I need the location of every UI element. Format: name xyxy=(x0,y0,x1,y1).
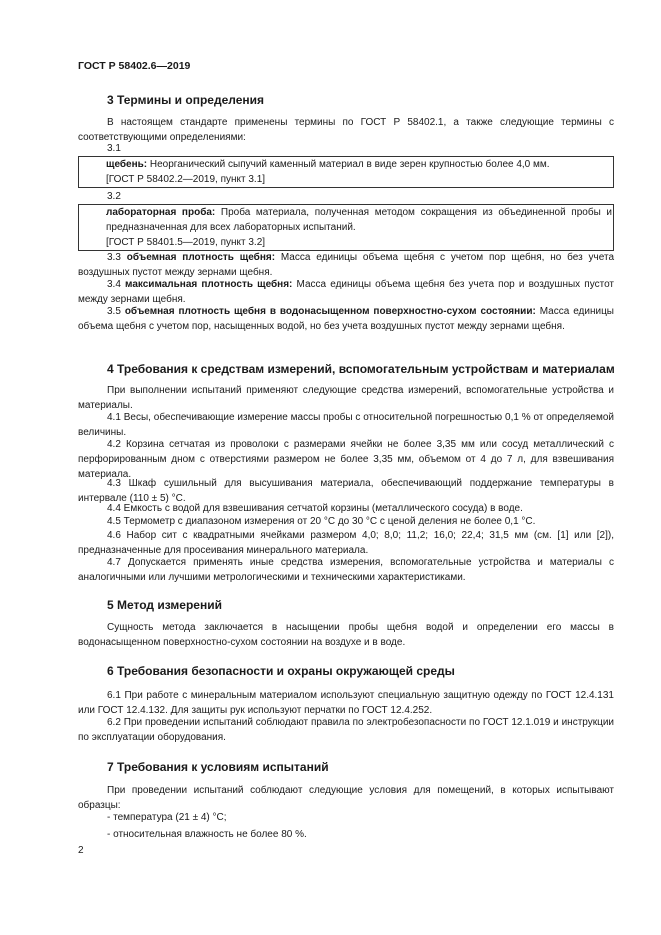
section-4-intro: При выполнении испытаний применяют следующие средства измерений, вспомогательные устройства и материалы. xyxy=(78,385,614,411)
paragraph-4-7: 4.7 Допускается применять иные средства измерения, вспомогательные устройства и материалы с аналогичными или лучшими метрологическими и техническими характеристиками. xyxy=(78,557,614,583)
term-3-5-definition: Масса единицы объема щебня с учетом пор, насыщенных водой, но без учета воздушных пустот между зернами щебня. xyxy=(78,306,614,332)
section-6-title: 6 Требования безопасности и охраны окружающей среды xyxy=(107,664,455,678)
term-3-1-reference: [ГОСТ Р 58402.2—2019, пункт 3.1] xyxy=(106,174,266,185)
list-item: - относительная влажность не более 80 %. xyxy=(107,829,307,840)
term-3-3-definition: Масса единицы объема щебня с учетом пор щебня, но без учета воздушных пустот между зернами щебня. xyxy=(78,252,615,278)
term-3-2-number: 3.2 xyxy=(107,191,121,202)
term-3-3-term: объемная плотность щебня: xyxy=(126,252,276,263)
term-3-2-definition: Проба материала, полученная методом сокращения из объединенной пробы и предназначенная для всех лабораторных испытаний. xyxy=(106,207,612,233)
term-3-4-number: 3.4 xyxy=(107,279,126,290)
box-right-border xyxy=(613,205,614,250)
section-4-title: 4 Требования к средствам измерений, вспомогательным устройствам и материалам xyxy=(107,362,615,376)
box-right-border xyxy=(613,157,614,187)
section-3-title: 3 Термины и определения xyxy=(107,93,265,107)
term-3-1-number: 3.1 xyxy=(107,143,121,154)
term-3-4-term: максимальная плотность щебня: xyxy=(125,279,293,290)
term-3-4-definition: Масса единицы объема щебня без учета пор и воздушных пустот между зернами щебня. xyxy=(78,279,614,305)
term-3-4 xyxy=(78,277,614,307)
term-3-2-reference: [ГОСТ Р 58401.5—2019, пункт 3.2] xyxy=(106,237,266,248)
term-3-5-number: 3.5 xyxy=(107,306,125,317)
paragraph-4-1: 4.1 Весы, обеспечивающие измерение массы пробы с относительной погрешностью 0,1 % от определяемой величины. xyxy=(78,412,614,438)
term-3-5 xyxy=(78,304,614,334)
section-3-intro: В настоящем стандарте применены термины по ГОСТ Р 58402.1, а также следующие термины с соответствующими определениями: xyxy=(78,117,614,143)
box-left-border xyxy=(78,157,79,187)
paragraph-4-4: 4.4 Емкость с водой для взвешивания сетчатой корзины (металлического сосуда) в воде. xyxy=(107,503,523,514)
term-3-2-term: лабораторная проба: xyxy=(106,207,216,218)
term-3-1-box xyxy=(78,156,614,188)
term-3-2-box xyxy=(78,204,614,251)
term-3-5-term: объемная плотность щебня в водонасыщенном поверхностно-сухом состоянии: xyxy=(124,306,536,317)
term-3-3 xyxy=(78,250,614,280)
paragraph-4-6: 4.6 Набор сит с квадратными ячейками размером 4,0; 8,0; 11,2; 16,0; 22,4; 31,5 мм (см. [1] или [2]), предназначенные для просеивания минерального материала. xyxy=(78,530,614,556)
section-5-title: 5 Метод измерений xyxy=(107,598,222,612)
document-header: ГОСТ Р 58402.6—2019 xyxy=(78,60,191,72)
paragraph-4-2: 4.2 Корзина сетчатая из проволоки с размерами ячейки не более 3,35 мм или сосуд металлический с перфорированным дном с отверстиями размером не более 3,35 мм, объемом от 4 до 7 л, для взвешивания материала. xyxy=(78,439,614,480)
box-left-border xyxy=(78,205,79,250)
term-3-3-number: 3.3 xyxy=(107,252,127,263)
paragraph-4-3: 4.3 Шкаф сушильный для высушивания материала, обеспечивающий поддержание температуры в интервале (110 ± 5) °С. xyxy=(78,478,614,504)
paragraph-6-2: 6.2 При проведении испытаний соблюдают правила по электробезопасности по ГОСТ 12.1.019 и инструкции по эксплуатации оборудования. xyxy=(78,717,614,743)
page-number: 2 xyxy=(78,845,84,856)
paragraph-6-1: 6.1 При работе с минеральным материалом используют специальную защитную одежду по ГОСТ 12.4.131 или ГОСТ 12.4.132. Для защиты рук используют перчатки по ГОСТ 12.4.252. xyxy=(78,690,614,716)
term-3-1-definition: Неорганический сыпучий каменный материал в виде зерен крупностью более 4,0 мм. xyxy=(147,159,550,170)
list-item: - температура (21 ± 4) °С; xyxy=(107,812,227,823)
section-7-title: 7 Требования к условиям испытаний xyxy=(107,760,329,774)
section-5-paragraph: Сущность метода заключается в насыщении пробы щебня водой и определении его массы в водонасыщенном поверхностно-сухом состоянии на воздухе и в воде. xyxy=(78,622,614,648)
paragraph-4-5: 4.5 Термометр с диапазоном измерения от 20 °С до 30 °С с ценой деления не более 0,1 °С. xyxy=(107,516,536,527)
term-3-1-term: щебень: xyxy=(106,159,148,170)
section-7-paragraph: При проведении испытаний соблюдают следующие условия для помещений, в которых испытывают образцы: xyxy=(78,785,614,811)
